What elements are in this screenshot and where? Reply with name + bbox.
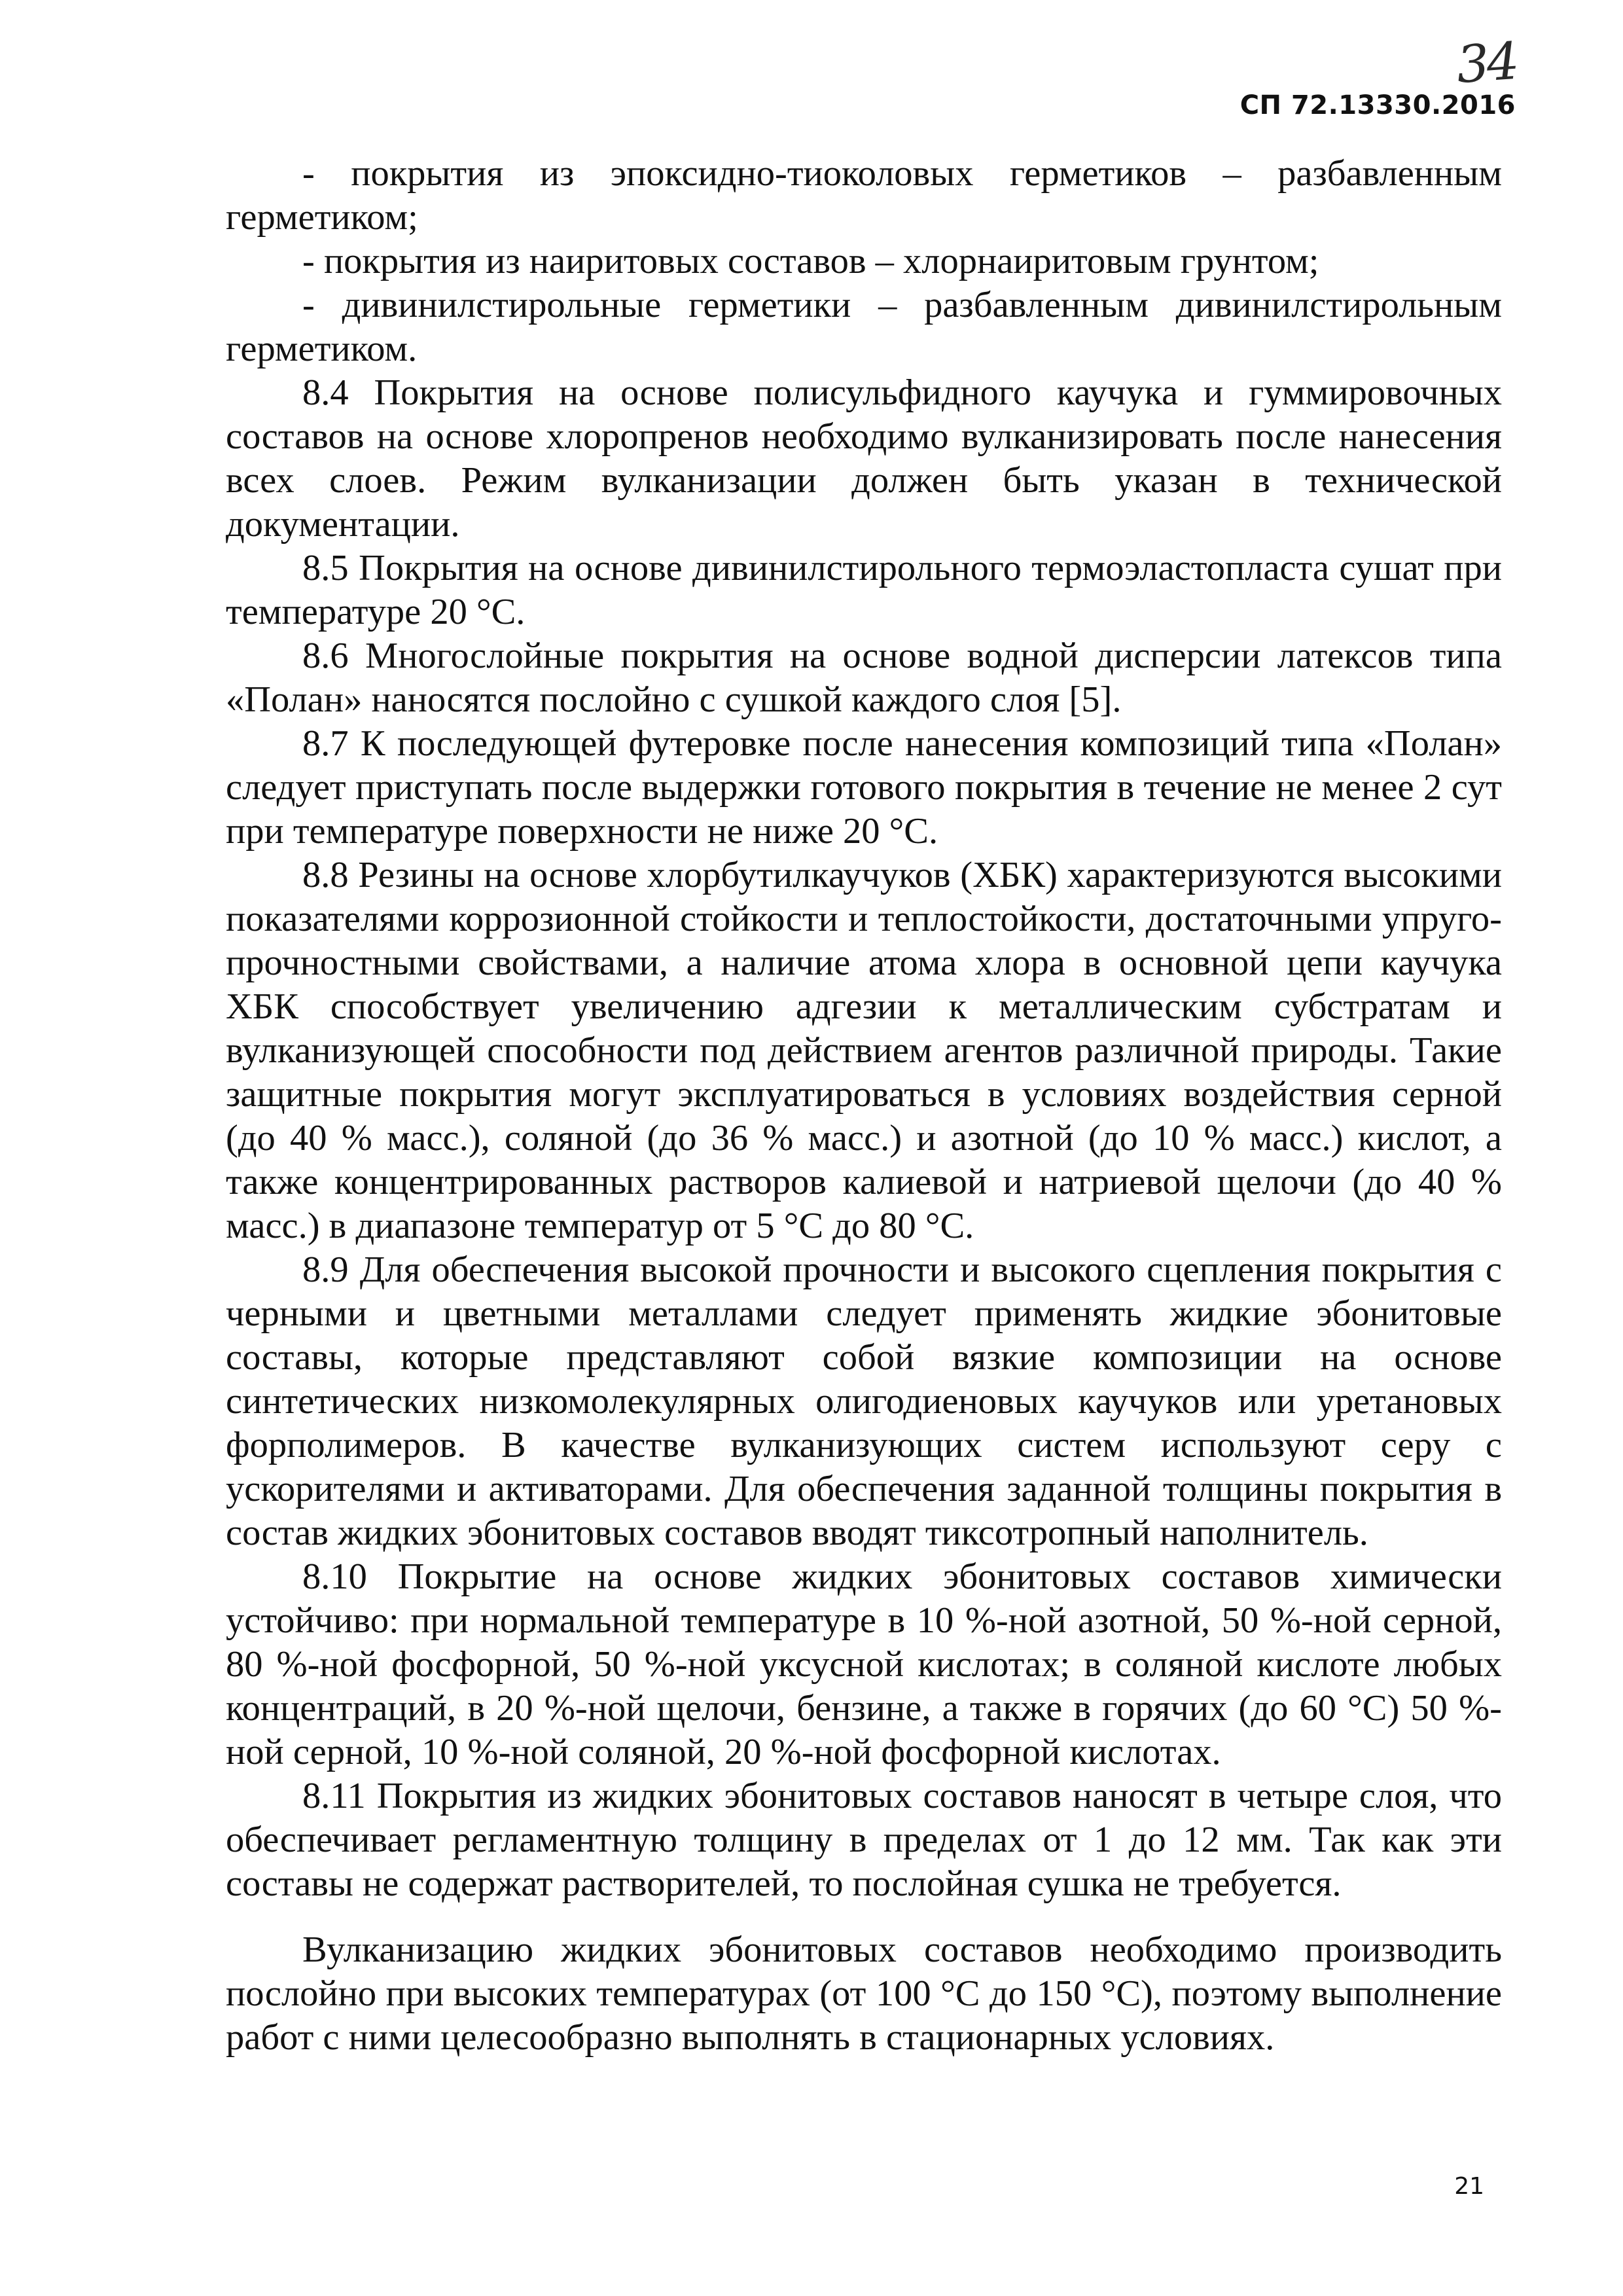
- paragraph-vulcanization: Вулканизацию жидких эбонитовых составов необходимо производить послойно при высоких температурах (от 100 °С до 150 °С), поэтому выполнение работ с ними целесообразно выполнять в стационарных условиях.: [226, 1929, 1502, 2058]
- paragraph-8-10: 8.10 Покрытие на основе жидких эбонитовых составов химически устойчиво: при нормальной температуре в 10 %-ной азотной, 50 %-ной серной, 80 %-ной фосфорной, 50 %-ной уксусной кислотах; в соляной кислоте любых концентраций, в 20 %-ной щелочи, бензине, а также в горячих (до 60 °С) 50 %-ной серной, 10 %-ной соляной, 20 %-ной фосфорной кислотах.: [226, 1556, 1502, 1772]
- paragraph-8-9: 8.9 Для обеспечения высокой прочности и высокого сцепления покрытия с черными и цветными металлами следует применять жидкие эбонитовые составы, которые представляют собой вязкие композиции на основе синтетических низкомолекулярных олигодиеновых каучуков или уретановых форполимеров. В качестве вулканизующих систем используют серу с ускорителями и активаторами. Для обеспечения заданной толщины покрытия в состав жидких эбонитовых составов вводят тиксотропный наполнитель.: [226, 1249, 1502, 1553]
- paragraph-8-4: 8.4 Покрытия на основе полисульфидного каучука и гуммировочных составов на основе хлоропренов необходимо вулканизировать после нанесения всех слоев. Режим вулканизации должен быть указан в технической документации.: [226, 372, 1502, 545]
- paragraph-8-6: 8.6 Многослойные покрытия на основе водной дисперсии латексов типа «Полан» наносятся послойно с сушкой каждого слоя [5].: [226, 636, 1502, 720]
- paragraph-nairite: - покрытия из наиритовых составов – хлорнаиритовым грунтом;: [302, 241, 1319, 281]
- paragraph-8-5: 8.5 Покрытия на основе дивинилстирольного термоэластопласта сушат при температуре 20 °С.: [226, 548, 1502, 632]
- handwritten-page-mark: 34: [1454, 31, 1519, 96]
- document-code: СП 72.13330.2016: [1240, 90, 1516, 120]
- paragraph-8-8: 8.8 Резины на основе хлорбутилкаучуков (ХБК) характеризуются высокими показателями коррозионной стойкости и теплостойкости, достаточными упруго-прочностными свойствами, а наличие атома хлора в основной цепи каучука ХБК способствует увеличению адгезии к металлическим субстратам и вулканизующей способности под действием агентов различной природы. Такие защитные покрытия могут эксплуатироваться в условиях воздействия серной (до 40 % масс.), соляной (до 36 % масс.) и азотной (до 10 % масс.) кислот, а также концентрированных растворов калиевой и натриевой щелочи (до 40 % масс.) в диапазоне температур от 5 °С до 80 °С.: [226, 855, 1502, 1246]
- paragraph-epoxy-thiokol: - покрытия из эпоксидно-тиоколовых герметиков – разбавленным герметиком;: [226, 153, 1502, 238]
- document-body: [226, 152, 1502, 2060]
- page-number: 21: [1454, 2173, 1484, 2200]
- paragraph-8-11: 8.11 Покрытия из жидких эбонитовых составов наносят в четыре слоя, что обеспечивает регламентную толщину в пределах от 1 до 12 мм. Так как эти составы не содержат растворителей, то послойная сушка не требуется.: [226, 1776, 1502, 1904]
- paragraph-8-7: 8.7 К последующей футеровке после нанесения композиций типа «Полан» следует приступать после выдержки готового покрытия в течение не менее 2 сут при температуре поверхности не ниже 20 °С.: [226, 723, 1502, 852]
- paragraph-divinylstyrene-sealants: - дивинилстирольные герметики – разбавленным дивинилстирольным герметиком.: [226, 285, 1502, 369]
